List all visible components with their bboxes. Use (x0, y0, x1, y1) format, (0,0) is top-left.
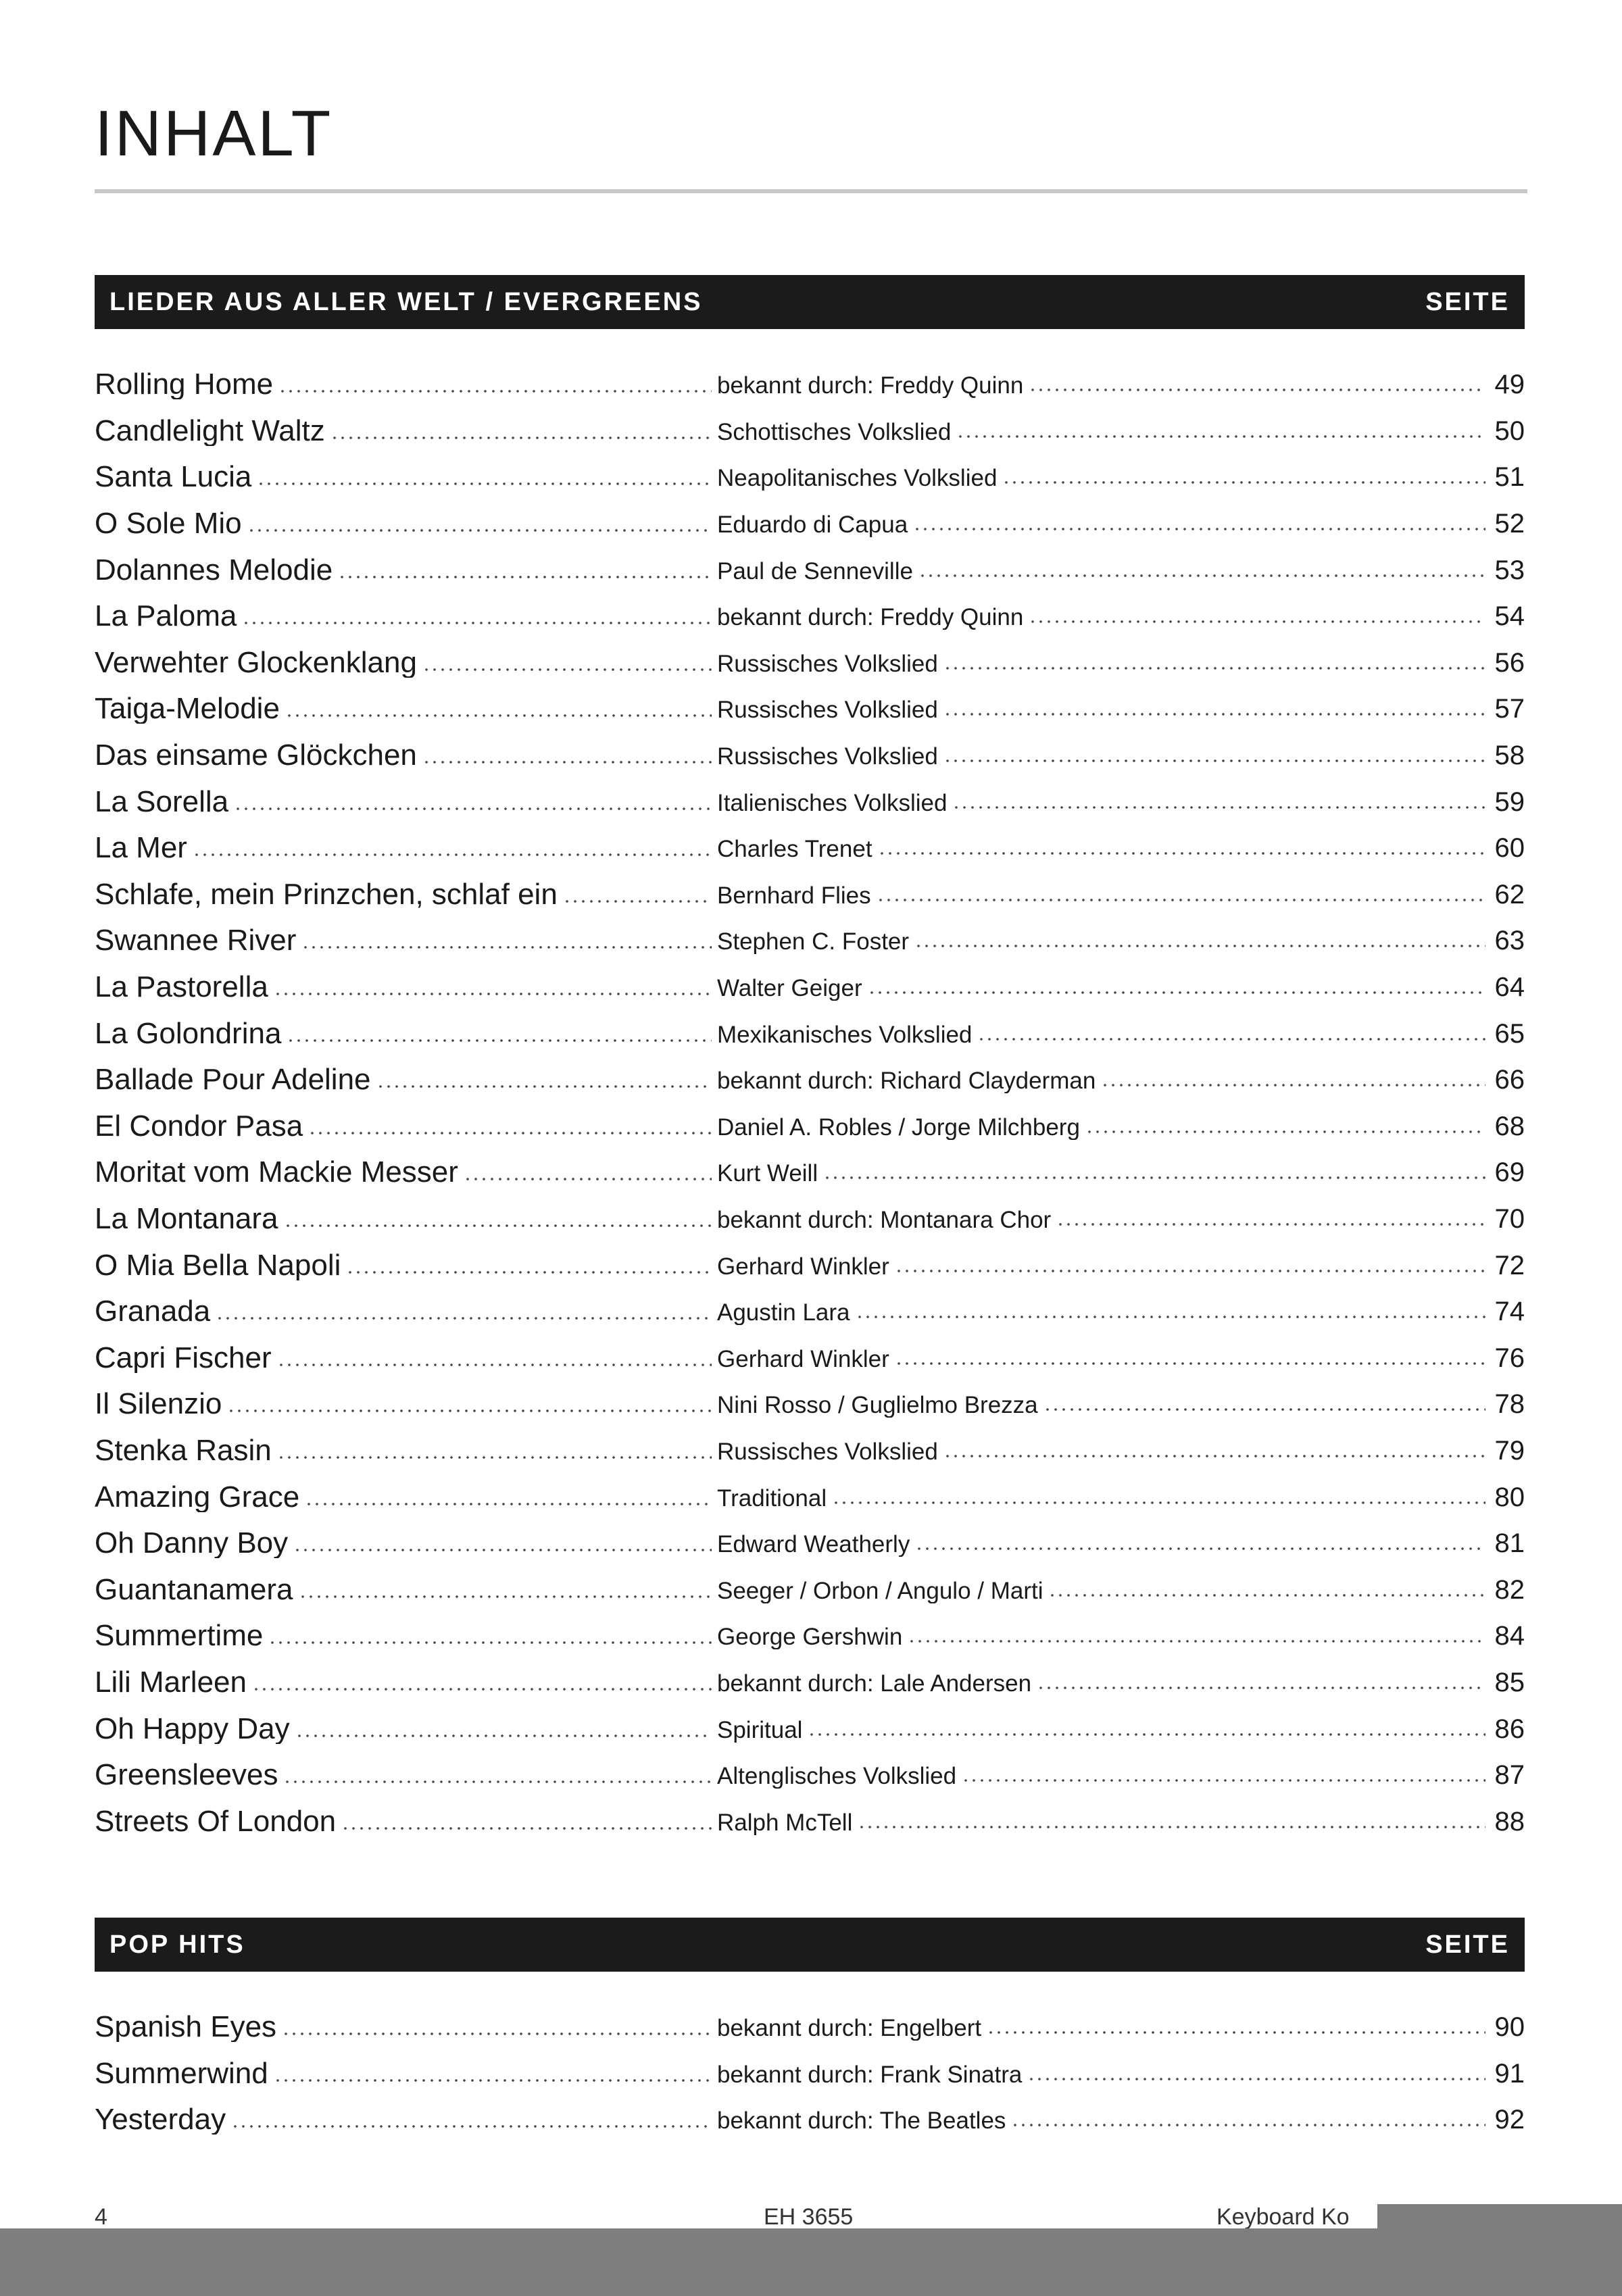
song-origin: Gerhard Winkler (717, 1253, 889, 1279)
page-number: 80 (1494, 1483, 1525, 1511)
dot-leader (301, 946, 712, 949)
song-origin: bekannt durch: Freddy Quinn (717, 372, 1024, 399)
title-column (95, 648, 717, 678)
origin-column (717, 927, 1525, 954)
song-title: Il Silenzio (95, 1389, 222, 1420)
page-number: 81 (1494, 1530, 1525, 1557)
song-title: Candlelight Waltz (95, 416, 325, 446)
toc-entry (95, 1659, 1525, 1706)
song-origin: Mexikanisches Volkslied (717, 1021, 973, 1047)
title-column (95, 1389, 717, 1419)
toc-entry (95, 547, 1525, 593)
origin-column (717, 1669, 1525, 1696)
page-number: 87 (1494, 1762, 1525, 1789)
song-origin: Eduardo di Capua (717, 511, 908, 538)
page-number: 65 (1494, 1020, 1525, 1047)
toc-entry (95, 2051, 1525, 2097)
title-column (95, 1297, 717, 1326)
dot-leader (284, 1224, 712, 1227)
dot-leader (330, 436, 712, 439)
dot-leader (877, 899, 1485, 901)
toc-entry (95, 1149, 1525, 1196)
song-origin: bekannt durch: Freddy Quinn (717, 604, 1024, 630)
song-origin: Stephen C. Foster (717, 928, 910, 955)
song-title: O Sole Mio (95, 509, 242, 539)
origin-column (717, 1576, 1525, 1603)
dot-leader (341, 1827, 712, 1830)
song-origin: Altenglisches Volkslied (717, 1763, 957, 1789)
page-number: 69 (1494, 1159, 1525, 1187)
dot-leader (1027, 2078, 1485, 2080)
dot-leader (823, 1176, 1485, 1179)
page-number: 53 (1494, 556, 1525, 584)
song-title: Spanish Eyes (95, 2012, 277, 2043)
dot-leader (1002, 481, 1485, 484)
dot-leader (943, 759, 1485, 762)
title-column (95, 601, 717, 631)
song-title: Oh Danny Boy (95, 1528, 289, 1559)
origin-column (717, 1484, 1525, 1511)
title-column (95, 1019, 717, 1049)
title-column (95, 1157, 717, 1187)
title-column (95, 370, 717, 399)
origin-column (717, 371, 1525, 398)
title-column (95, 741, 717, 770)
origin-column (717, 1020, 1525, 1047)
song-title: Summertime (95, 1621, 264, 1651)
song-origin: Kurt Weill (717, 1160, 818, 1187)
song-origin: Bernhard Flies (717, 882, 871, 908)
footer-catalog-number: EH 3655 (764, 2204, 854, 2228)
scan-edge (1377, 2204, 1622, 2231)
song-origin: Seeger / Orbon / Angulo / Marti (717, 1577, 1043, 1603)
page-number: 60 (1494, 834, 1525, 862)
toc-entry (95, 640, 1525, 687)
dot-leader (913, 528, 1485, 530)
origin-column (717, 2060, 1525, 2087)
song-origin: bekannt durch: Richard Clayderman (717, 1068, 1096, 1094)
dot-leader (895, 1362, 1485, 1365)
origin-column (717, 603, 1525, 630)
section-header (95, 1918, 1525, 1972)
song-title: Ballade Pour Adeline (95, 1065, 371, 1095)
song-origin: Traditional (717, 1484, 827, 1511)
song-origin: Agustin Lara (717, 1299, 850, 1326)
origin-column (717, 881, 1525, 908)
song-title: La Pastorella (95, 972, 268, 1003)
page-number: 59 (1494, 788, 1525, 816)
title-divider (95, 189, 1527, 193)
song-origin: bekannt durch: Engelbert (717, 2015, 982, 2041)
dot-leader (299, 1595, 712, 1598)
dot-leader (274, 993, 712, 995)
entry-list (95, 361, 1525, 1845)
dot-leader (914, 945, 1485, 947)
toc-entry (95, 686, 1525, 732)
origin-column (717, 1716, 1525, 1743)
dot-leader (305, 1503, 712, 1505)
toc-entry (95, 1613, 1525, 1659)
dot-leader (1037, 1687, 1485, 1689)
dot-leader (287, 1039, 712, 1042)
song-title: La Montanara (95, 1203, 278, 1234)
page-number: 50 (1494, 417, 1525, 445)
song-title: Santa Lucia (95, 462, 252, 493)
toc-entry (95, 1242, 1525, 1289)
song-title: Summerwind (95, 2058, 268, 2089)
origin-column (717, 2014, 1525, 2041)
dot-leader (257, 482, 712, 485)
song-origin: Russisches Volkslied (717, 650, 938, 676)
section-heading: LIEDER AUS ALLER WELT / EVERGREENS (109, 287, 703, 316)
origin-column (717, 649, 1525, 676)
toc-entry (95, 918, 1525, 964)
dot-leader (193, 853, 712, 856)
origin-column (717, 2106, 1525, 2133)
toc-entry (95, 2097, 1525, 2143)
song-origin: Schottisches Volkslied (717, 418, 952, 445)
page-number: 70 (1494, 1205, 1525, 1232)
song-origin: Nini Rosso / Guglielmo Brezza (717, 1392, 1038, 1418)
origin-column (717, 510, 1525, 537)
dot-leader (227, 1409, 712, 1412)
dot-leader (278, 390, 712, 393)
dot-leader (1011, 2124, 1485, 2126)
page-number: 51 (1494, 464, 1525, 491)
section-pop-hits (95, 1918, 1525, 2143)
dot-leader (563, 900, 712, 903)
origin-column (717, 1437, 1525, 1464)
section-heading: POP HITS (109, 1930, 245, 1959)
title-column (95, 833, 717, 863)
song-origin: Spiritual (717, 1716, 803, 1743)
origin-column (717, 974, 1525, 1001)
dot-leader (247, 529, 712, 532)
page-number: 78 (1494, 1391, 1525, 1418)
dot-leader (376, 1085, 712, 1088)
dot-leader (277, 1456, 712, 1459)
title-column (95, 1343, 717, 1373)
page-number: 66 (1494, 1066, 1525, 1094)
page-number: 85 (1494, 1668, 1525, 1696)
toc-entry (95, 1289, 1525, 1335)
song-origin: Russisches Volkslied (717, 743, 938, 770)
song-title: Dolannes Melodie (95, 555, 333, 585)
song-origin: bekannt durch: The Beatles (717, 2107, 1006, 2134)
origin-column (717, 418, 1525, 445)
toc-entry (95, 454, 1525, 501)
song-origin: Neapolitanisches Volkslied (717, 465, 998, 491)
page-number: 84 (1494, 1622, 1525, 1650)
toc-entry (95, 1381, 1525, 1428)
toc-entry (95, 1010, 1525, 1057)
toc-entry (95, 1103, 1525, 1150)
page-number: 90 (1494, 2014, 1525, 2041)
page-number: 54 (1494, 603, 1525, 630)
song-title: La Golondrina (95, 1018, 282, 1049)
title-column (95, 1065, 717, 1095)
dot-leader (277, 1364, 712, 1366)
song-title: Stenka Rasin (95, 1435, 272, 1466)
title-column (95, 926, 717, 955)
toc-entry (95, 872, 1525, 918)
page-column-label: SEITE (1425, 1930, 1510, 1959)
dot-leader (895, 1270, 1485, 1272)
toc-entry (95, 1798, 1525, 1845)
origin-column (717, 789, 1525, 816)
origin-column (717, 1066, 1525, 1093)
toc-entry (95, 408, 1525, 455)
song-origin: Charles Trenet (717, 836, 873, 862)
song-title: Capri Fischer (95, 1343, 272, 1373)
toc-entry (95, 1428, 1525, 1474)
origin-column (717, 1391, 1525, 1418)
origin-column (717, 1622, 1525, 1649)
song-title: La Sorella (95, 787, 229, 817)
dot-leader (832, 1501, 1485, 1504)
title-column (95, 694, 717, 724)
footer-page-number: 4 (95, 2204, 107, 2228)
title-column (95, 2105, 717, 2135)
toc-entry (95, 1566, 1525, 1613)
page-number: 58 (1494, 742, 1525, 770)
origin-column (717, 1762, 1525, 1789)
origin-column (717, 1808, 1525, 1835)
dot-leader (242, 622, 712, 624)
origin-column (717, 1298, 1525, 1325)
title-column (95, 1436, 717, 1466)
title-column (95, 787, 717, 817)
section-evergreens (95, 275, 1525, 1845)
toc-entry (95, 1520, 1525, 1567)
page-number: 68 (1494, 1112, 1525, 1140)
toc-entry (95, 1334, 1525, 1381)
dot-leader (1085, 1130, 1485, 1133)
toc-entry (95, 778, 1525, 825)
dot-leader (293, 1549, 712, 1551)
title-column (95, 2059, 717, 2089)
title-column (95, 1575, 717, 1605)
dot-leader (808, 1733, 1485, 1736)
page-number: 52 (1494, 510, 1525, 538)
toc-entry (95, 732, 1525, 779)
song-origin: Daniel A. Robles / Jorge Milchberg (717, 1114, 1080, 1140)
dot-leader (285, 714, 712, 717)
dot-leader (868, 991, 1485, 994)
page-number: 74 (1494, 1298, 1525, 1326)
song-origin: Italienisches Volkslied (717, 789, 948, 816)
dot-leader (977, 1038, 1485, 1041)
song-title: La Mer (95, 833, 187, 864)
song-origin: George Gershwin (717, 1624, 903, 1650)
dot-leader (908, 1640, 1485, 1643)
dot-leader (1029, 620, 1485, 623)
page-number: 86 (1494, 1715, 1525, 1743)
toc-entry (95, 825, 1525, 872)
song-title: La Paloma (95, 601, 237, 632)
title-column (95, 972, 717, 1002)
song-origin: Ralph McTell (717, 1809, 853, 1835)
toc-entry (95, 1752, 1525, 1799)
toc-entry (95, 2004, 1525, 2051)
song-title: Verwehter Glockenklang (95, 647, 417, 678)
song-title: O Mia Bella Napoli (95, 1250, 341, 1280)
dot-leader (987, 2031, 1485, 2034)
dot-leader (943, 1455, 1485, 1457)
dot-leader (1101, 1084, 1485, 1087)
page-number: 92 (1494, 2106, 1525, 2134)
song-title: Oh Happy Day (95, 1714, 290, 1744)
dot-leader (231, 2125, 712, 2128)
title-column (95, 880, 717, 909)
song-origin: Walter Geiger (717, 975, 862, 1001)
title-column (95, 416, 717, 446)
toc-entry (95, 964, 1525, 1011)
toc-entry (95, 593, 1525, 640)
song-title: Amazing Grace (95, 1482, 300, 1512)
dot-leader (268, 1641, 712, 1644)
title-column (95, 1714, 717, 1744)
origin-column (717, 464, 1525, 491)
song-title: Schlafe, mein Prinzchen, schlaf ein (95, 879, 558, 909)
dot-leader (216, 1317, 712, 1320)
dot-leader (952, 806, 1485, 809)
page-number: 64 (1494, 974, 1525, 1001)
origin-column (717, 557, 1525, 584)
section-header (95, 275, 1525, 329)
title-column (95, 509, 717, 539)
dot-leader (858, 1826, 1485, 1828)
origin-column (717, 1159, 1525, 1186)
song-title: Guantanamera (95, 1574, 293, 1605)
song-title: Streets Of London (95, 1806, 337, 1837)
dot-leader (943, 713, 1485, 716)
dot-leader (234, 807, 712, 810)
page-number: 82 (1494, 1576, 1525, 1603)
title-column (95, 1112, 717, 1141)
toc-entry (95, 1196, 1525, 1243)
title-column (95, 1204, 717, 1234)
song-title: Yesterday (95, 2105, 226, 2135)
toc-entry (95, 361, 1525, 408)
title-column (95, 1528, 717, 1558)
song-origin: Russisches Volkslied (717, 1438, 938, 1464)
song-origin: bekannt durch: Frank Sinatra (717, 2061, 1023, 2087)
page-number: 62 (1494, 880, 1525, 908)
song-title: Granada (95, 1297, 211, 1327)
song-origin: bekannt durch: Montanara Chor (717, 1206, 1052, 1232)
song-title: Moritat vom Mackie Messer (95, 1157, 458, 1188)
dot-leader (956, 435, 1485, 438)
page-number: 49 (1494, 371, 1525, 399)
dot-leader (878, 852, 1485, 855)
dot-leader (1056, 1223, 1485, 1226)
footer-book-title: Keyboard Ko (1216, 2204, 1350, 2228)
toc-entry (95, 501, 1525, 547)
song-title: Greensleeves (95, 1760, 278, 1791)
page-title: INHALT (95, 97, 333, 170)
page-number: 72 (1494, 1251, 1525, 1279)
song-origin: Edward Weatherly (717, 1531, 910, 1557)
title-column (95, 462, 717, 492)
page-number: 88 (1494, 1807, 1525, 1835)
song-origin: Russisches Volkslied (717, 697, 938, 723)
page-number: 56 (1494, 649, 1525, 676)
dot-leader (338, 576, 712, 578)
song-origin: Paul de Senneville (717, 557, 913, 584)
dot-leader (962, 1779, 1485, 1782)
page-number: 57 (1494, 695, 1525, 723)
dot-leader (1043, 1408, 1485, 1411)
dot-leader (422, 668, 712, 671)
page-number: 79 (1494, 1437, 1525, 1464)
page-number: 76 (1494, 1344, 1525, 1372)
origin-column (717, 1252, 1525, 1279)
origin-column (717, 1530, 1525, 1557)
song-origin: Gerhard Winkler (717, 1345, 889, 1372)
dot-leader (918, 574, 1485, 577)
toc-entry (95, 1474, 1525, 1520)
origin-column (717, 1113, 1525, 1140)
title-column (95, 1760, 717, 1790)
page-number: 91 (1494, 2060, 1525, 2087)
dot-leader (915, 1547, 1485, 1550)
song-title: Taiga-Melodie (95, 694, 280, 724)
title-column (95, 1621, 717, 1651)
dot-leader (943, 667, 1485, 670)
origin-column (717, 742, 1525, 769)
page-number: 63 (1494, 927, 1525, 955)
origin-column (717, 834, 1525, 862)
toc-entry (95, 1057, 1525, 1103)
song-title: Lili Marleen (95, 1667, 247, 1697)
dot-leader (282, 2032, 712, 2035)
dot-leader (346, 1271, 712, 1274)
dot-leader (464, 1178, 712, 1180)
song-title: Das einsame Glöckchen (95, 741, 417, 771)
dot-leader (274, 2079, 712, 2082)
dot-leader (1029, 389, 1485, 391)
title-column (95, 1251, 717, 1280)
title-column (95, 1807, 717, 1837)
song-origin: bekannt durch: Lale Andersen (717, 1670, 1032, 1696)
song-title: El Condor Pasa (95, 1111, 303, 1141)
origin-column (717, 1205, 1525, 1232)
dot-leader (308, 1132, 712, 1134)
title-column (95, 1668, 717, 1697)
dot-leader (422, 761, 712, 764)
scan-edge (0, 2228, 1622, 2296)
page-column-label: SEITE (1425, 287, 1510, 316)
origin-column (717, 695, 1525, 722)
dot-leader (1048, 1594, 1485, 1597)
title-column (95, 555, 717, 585)
entry-list (95, 2004, 1525, 2143)
dot-leader (252, 1688, 712, 1691)
song-title: Rolling Home (95, 370, 274, 400)
dot-leader (856, 1316, 1485, 1318)
title-column (95, 1482, 717, 1512)
toc-entry (95, 1705, 1525, 1752)
dot-leader (283, 1780, 712, 1783)
origin-column (717, 1345, 1525, 1372)
title-column (95, 2012, 717, 2042)
song-title: Swannee River (95, 926, 297, 956)
dot-leader (295, 1735, 712, 1737)
